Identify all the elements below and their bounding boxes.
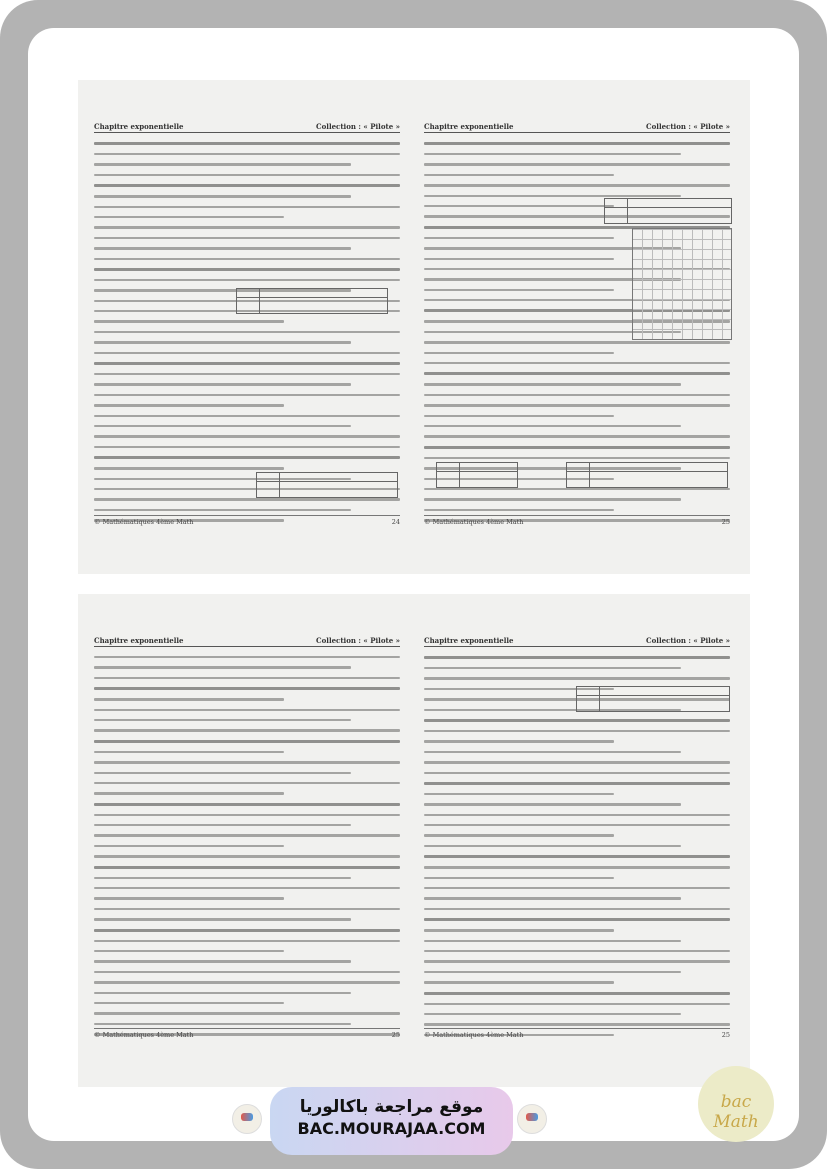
page-number: 25 [721, 1031, 730, 1039]
page-header [424, 636, 730, 646]
footer-left: © Mathématiques 4ème Math [424, 518, 524, 526]
variation-table [576, 686, 730, 712]
logo-text: bac Math [713, 1092, 759, 1132]
page-number: 24 [391, 518, 400, 526]
scan-page [86, 594, 408, 1087]
page-footer [94, 518, 400, 528]
page-header [94, 636, 400, 646]
page-body [424, 656, 730, 1044]
scanned-spread-top [78, 80, 750, 574]
page-number: 25 [721, 518, 730, 526]
variation-table [604, 198, 732, 224]
variation-table [566, 462, 728, 488]
banner-arabic-text: موقع مراجعة باكالوريا [299, 1097, 484, 1117]
header-right: Collection : « Pilote » [646, 122, 730, 131]
page-footer [94, 1031, 400, 1041]
scan-page [86, 80, 408, 574]
site-logo-icon [232, 1104, 262, 1134]
header-left: Chapitre exponentielle [94, 636, 184, 645]
page-body [94, 656, 400, 1044]
page-header [424, 122, 730, 132]
scanned-spread-bottom [78, 594, 750, 1087]
header-right: Collection : « Pilote » [316, 636, 400, 645]
site-banner-link[interactable] [270, 1087, 513, 1155]
function-graph [632, 228, 732, 340]
variation-table [436, 462, 518, 488]
header-left: Chapitre exponentielle [424, 122, 514, 131]
page-number: 25 [391, 1031, 400, 1039]
page-header [94, 122, 400, 132]
footer-left: © Mathématiques 4ème Math [94, 1031, 194, 1039]
scan-page [416, 80, 738, 574]
scan-page [416, 594, 738, 1087]
banner-url[interactable]: BAC.MOURAJAA.COM [297, 1119, 486, 1138]
page-footer [424, 518, 730, 528]
variation-table [256, 472, 398, 498]
footer-left: © Mathématiques 4ème Math [94, 518, 194, 526]
variation-table [236, 288, 388, 314]
header-left: Chapitre exponentielle [94, 122, 184, 131]
site-logo-icon [517, 1104, 547, 1134]
bac-math-logo [698, 1066, 774, 1142]
header-right: Collection : « Pilote » [646, 636, 730, 645]
header-left: Chapitre exponentielle [424, 636, 514, 645]
page-footer [424, 1031, 730, 1041]
header-right: Collection : « Pilote » [316, 122, 400, 131]
footer-left: © Mathématiques 4ème Math [424, 1031, 524, 1039]
